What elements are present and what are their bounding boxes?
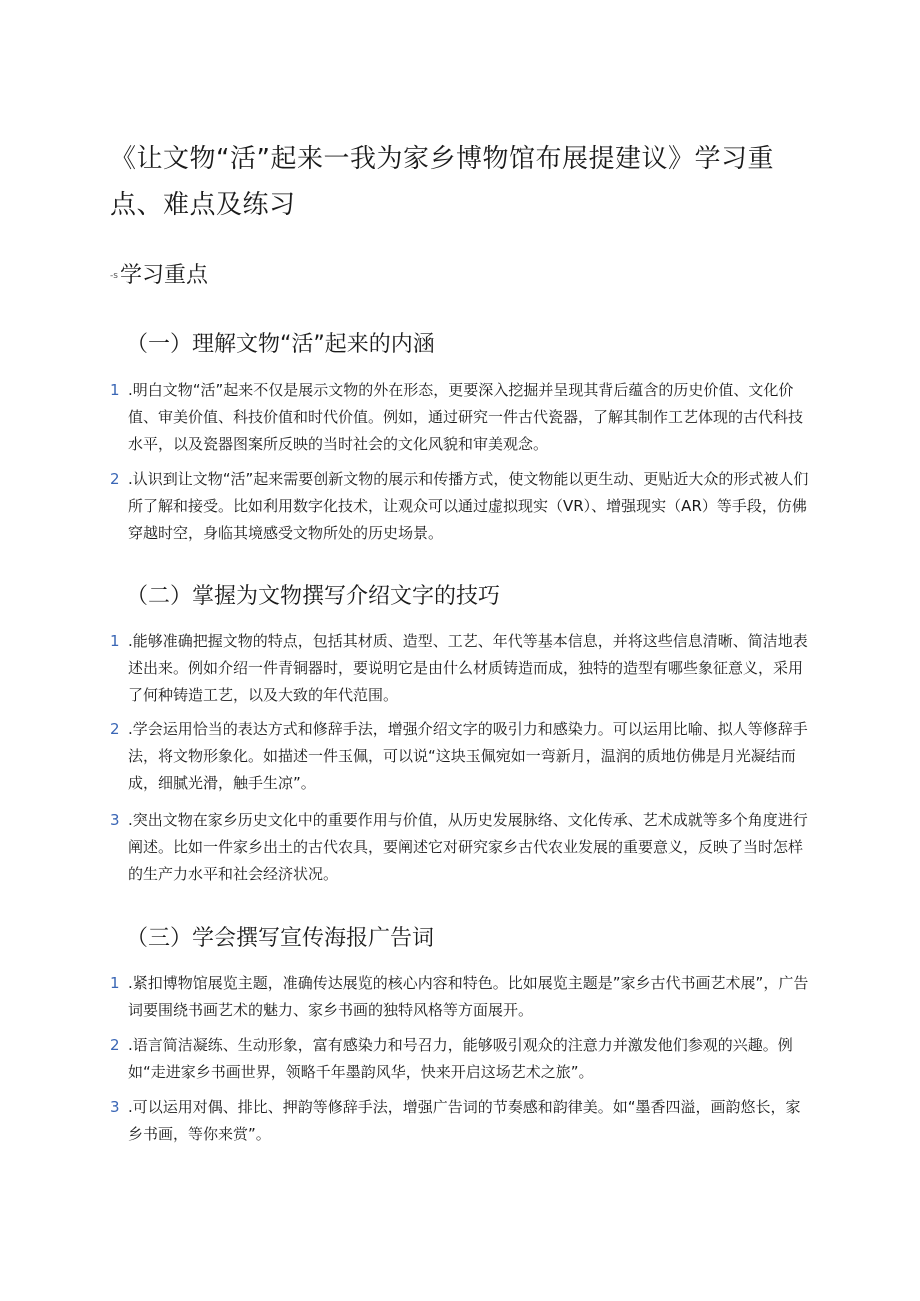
list-item-text: .认识到让文物“活”起来需要创新文物的展示和传播方式，使文物能以更生动、更贴近大众的形式被人们所了解和接受。比如利用数字化技术，让观众可以通过虚拟现实（VR）、增强现实（AR）等手段，仿佛穿越时空，身临其境感受文物所处的历史场景。 — [128, 470, 809, 542]
list-item — [110, 970, 815, 1024]
section-heading-2: （二）掌握为文物撰写介绍文字的技巧 — [126, 584, 501, 609]
list-item-number: 3 — [110, 811, 120, 829]
list-item — [110, 377, 815, 458]
list-item-text: .明白文物“活”起来不仅是展示文物的外在形态，更要深入挖掘并呈现其背后蕴含的历史价值、文化价值、审美价值、科技价值和时代价值。例如，通过研究一件古代瓷器，了解其制作工艺体现的古代科技水平，以及瓷器图案所反映的当时社会的文化风貌和审美观念。 — [128, 381, 804, 453]
list-item — [110, 466, 815, 547]
part-heading — [110, 258, 208, 294]
list-item-number: 2 — [110, 1036, 120, 1054]
list-item-text: .可以运用对偶、排比、押韵等修辞手法，增强广告词的节奏感和韵律美。如“墨香四溢，画韵悠长，家乡书画，等你来赏”。 — [128, 1098, 801, 1143]
list-item-text: .突出文物在家乡历史文化中的重要作用与价值，从历史发展脉络、文化传承、艺术成就等多个角度进行阐述。比如一件家乡出土的古代农具，要阐述它对研究家乡古代农业发展的重要意义，反映了当时怎样的生产力水平和社会经济状况。 — [128, 811, 808, 883]
list-item-text: .紧扣博物馆展览主题，准确传达展览的核心内容和特色。比如展览主题是”家乡古代书画艺术展”，广告词要围绕书画艺术的魅力、家乡书画的独特风格等方面展开。 — [128, 974, 809, 1019]
part-heading-text: 学习重点 — [119, 263, 208, 288]
section-heading-3: （三）学会撰写宣传海报广告词 — [126, 926, 435, 951]
list-item-text: .学会运用恰当的表达方式和修辞手法，增强介绍文字的吸引力和感染力。可以运用比喻、拟人等修辞手法，将文物形象化。如描述一件玉佩，可以说“这块玉佩宛如一弯新月，温润的质地仿佛是月光凝结而成，细腻光滑，触手生凉”。 — [128, 720, 808, 792]
list-item-text: .能够准确把握文物的特点，包括其材质、造型、工艺、年代等基本信息，并将这些信息清晰、简洁地表述出来。例如介绍一件青铜器时，要说明它是由什么材质铸造而成，独特的造型有哪些象征意义，采用了何种铸造工艺，以及大致的年代范围。 — [128, 632, 808, 704]
list-item-text: .语言简洁凝练、生动形象，富有感染力和号召力，能够吸引观众的注意力并激发他们参观的兴趣。例如“走进家乡书画世界，领略千年墨韵风华，快来开启这场艺术之旅”。 — [128, 1036, 793, 1081]
list-item-number: 1 — [110, 632, 120, 650]
list-item — [110, 628, 815, 709]
list-item — [110, 716, 815, 797]
list-item-number: 2 — [110, 470, 120, 488]
document-title: 《让文物“活”起来一我为家乡博物馆布展提建议》学习重点、难点及练习 — [110, 144, 774, 220]
part-marker: -s — [110, 271, 118, 281]
list-item — [110, 807, 815, 888]
list-item-number: 1 — [110, 381, 120, 399]
list-item — [110, 1032, 815, 1086]
list-item-number: 3 — [110, 1098, 120, 1116]
section-heading-1: （一）理解文物“活”起来的内涵 — [126, 332, 435, 357]
list-item-number: 1 — [110, 974, 120, 992]
list-item — [110, 1094, 815, 1148]
list-item-number: 2 — [110, 720, 120, 738]
